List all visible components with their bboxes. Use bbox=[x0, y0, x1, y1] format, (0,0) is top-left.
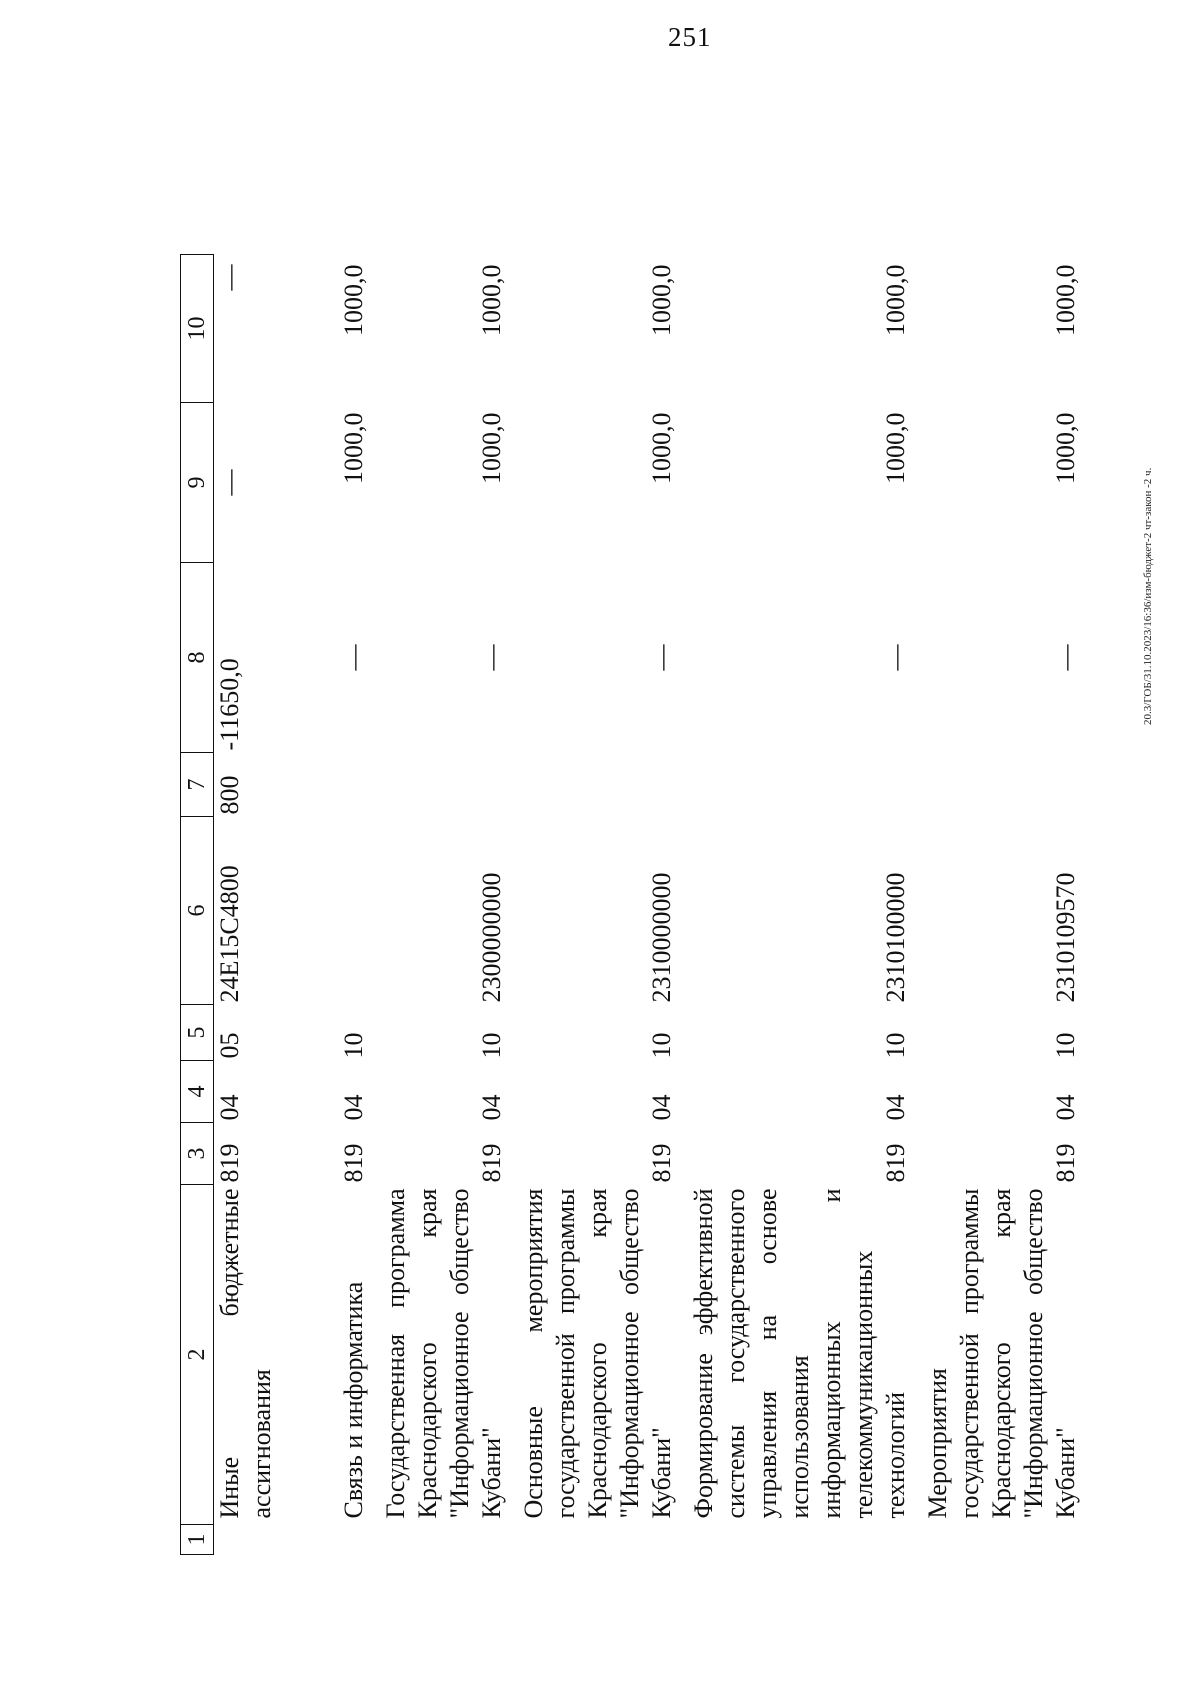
table-row bbox=[214, 255, 285, 1555]
cell-col5: 10 bbox=[477, 1032, 506, 1059]
cell-col10: 1000,0 bbox=[477, 264, 506, 336]
cell-col10: — bbox=[215, 264, 244, 291]
column-header: 10 bbox=[181, 255, 214, 403]
cell-col3: 819 bbox=[881, 1143, 910, 1183]
cell-col3: 819 bbox=[477, 1143, 506, 1183]
cell-name: Формирование эффективной системы государственного управления на основе использования информационных и телекоммуникационных технологий bbox=[689, 1188, 910, 1519]
column-header: 4 bbox=[181, 1061, 214, 1123]
cell-col6: 2310100000 bbox=[881, 872, 910, 1003]
cell-col9: 1000,0 bbox=[339, 412, 368, 484]
cell-col1 bbox=[684, 1525, 918, 1555]
cell-col9: 1000,0 bbox=[881, 412, 910, 484]
cell-col7 bbox=[918, 753, 1088, 817]
cell-col4: 04 bbox=[881, 1094, 910, 1121]
cell-col4: 04 bbox=[339, 1094, 368, 1121]
cell-col8: — bbox=[339, 644, 368, 671]
cell-col10: 1000,0 bbox=[1051, 264, 1080, 336]
cell-col6: 2310109570 bbox=[1051, 872, 1080, 1003]
cell-col10: 1000,0 bbox=[339, 264, 368, 336]
page-number: 251 bbox=[668, 22, 712, 52]
column-header: 6 bbox=[181, 817, 214, 1005]
cell-col7 bbox=[514, 753, 684, 817]
column-header: 9 bbox=[181, 403, 214, 563]
cell-col7: 800 bbox=[215, 775, 244, 815]
table-row bbox=[376, 255, 514, 1555]
footer-document-code: 20.3/ГОБ/31.10.2023/16:36/изм-бюджет-2 чт-закон -2 ч. bbox=[1142, 467, 1154, 725]
cell-col9: 1000,0 bbox=[477, 412, 506, 484]
cell-col1 bbox=[918, 1525, 1088, 1555]
rotated-table-container bbox=[180, 75, 1180, 1555]
cell-col3: 819 bbox=[647, 1143, 676, 1183]
cell-col6: 24Е15С4800 bbox=[215, 865, 244, 1003]
cell-col4: 04 bbox=[477, 1094, 506, 1121]
cell-col6: 2310000000 bbox=[647, 872, 676, 1003]
cell-name: Иные бюджетные ассигнования bbox=[215, 1188, 276, 1519]
cell-col7 bbox=[376, 753, 514, 817]
cell-col8: -11650,0 bbox=[215, 658, 244, 751]
cell-col4: 04 bbox=[215, 1094, 244, 1121]
column-header: 2 bbox=[181, 1185, 214, 1525]
column-header: 8 bbox=[181, 563, 214, 753]
cell-col3: 819 bbox=[1051, 1143, 1080, 1183]
table-row bbox=[284, 255, 376, 1555]
column-header: 3 bbox=[181, 1123, 214, 1185]
cell-name: Основные мероприятия государственной программы Краснодарского края "Информационное общество Кубани" bbox=[519, 1188, 676, 1519]
column-header: 7 bbox=[181, 753, 214, 817]
cell-col7 bbox=[284, 753, 376, 817]
cell-col8: — bbox=[647, 644, 676, 671]
table-row bbox=[514, 255, 684, 1555]
cell-col1 bbox=[284, 1525, 376, 1555]
cell-col6: 2300000000 bbox=[477, 872, 506, 1003]
cell-col8: — bbox=[1051, 644, 1080, 671]
cell-col1 bbox=[214, 1525, 285, 1555]
cell-name: Государственная программа Краснодарского края "Информационное общество Кубани" bbox=[381, 1188, 506, 1519]
cell-col9: 1000,0 bbox=[647, 412, 676, 484]
cell-col9: 1000,0 bbox=[1051, 412, 1080, 484]
cell-col10: 1000,0 bbox=[647, 264, 676, 336]
table-row bbox=[684, 255, 918, 1555]
cell-col8: — bbox=[881, 644, 910, 671]
cell-col8: — bbox=[477, 644, 506, 671]
cell-name: Связь и информатика bbox=[339, 1281, 368, 1519]
cell-col5: 10 bbox=[1051, 1032, 1080, 1059]
cell-col9: — bbox=[215, 469, 244, 496]
table-row bbox=[918, 255, 1088, 1555]
cell-col1 bbox=[514, 1525, 684, 1555]
column-header: 5 bbox=[181, 1005, 214, 1061]
cell-col4: 04 bbox=[647, 1094, 676, 1121]
cell-col5: 05 bbox=[215, 1032, 244, 1059]
cell-col1 bbox=[376, 1525, 514, 1555]
cell-col3: 819 bbox=[215, 1143, 244, 1183]
cell-col10: 1000,0 bbox=[881, 264, 910, 336]
cell-col5: 10 bbox=[881, 1032, 910, 1059]
cell-col4: 04 bbox=[1051, 1094, 1080, 1121]
table-header-row bbox=[181, 255, 214, 1555]
cell-col3: 819 bbox=[339, 1143, 368, 1183]
cell-name: Мероприятия государственной программы Краснодарского края "Информационное общество Кубани" bbox=[923, 1188, 1080, 1519]
cell-col5: 10 bbox=[647, 1032, 676, 1059]
cell-col6 bbox=[284, 817, 376, 1005]
column-header: 1 bbox=[181, 1525, 214, 1555]
cell-col5: 10 bbox=[339, 1032, 368, 1059]
cell-col7 bbox=[684, 753, 918, 817]
budget-table bbox=[180, 254, 1088, 1555]
